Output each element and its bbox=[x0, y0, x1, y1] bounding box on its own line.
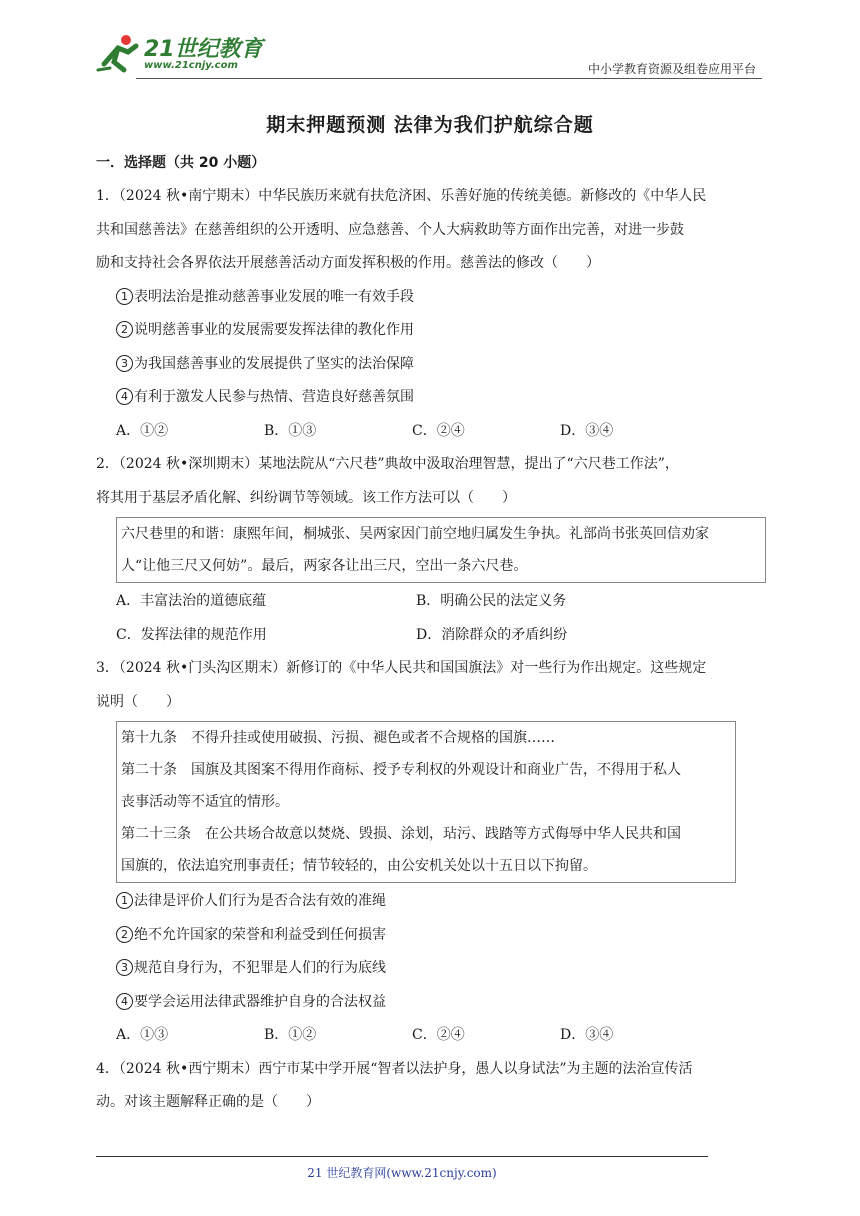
circled-number: 1 bbox=[116, 892, 133, 909]
logo bbox=[96, 30, 266, 78]
choice-b[interactable]: B．明确公民的法定义务 bbox=[416, 593, 567, 609]
circled-number: 1 bbox=[116, 288, 133, 305]
circled-number: 3 bbox=[116, 959, 133, 976]
logo-text: 21世纪教育 bbox=[144, 37, 263, 62]
header-divider bbox=[136, 78, 762, 79]
question-text-line: 共和国慈善法》在慈善组织的公开透明、应急慈善、个人大病救助等方面作出完善，对进一步鼓 bbox=[96, 221, 684, 238]
footer-divider bbox=[96, 1156, 708, 1157]
answer-choices bbox=[96, 585, 764, 619]
choice-c[interactable]: C．发挥法律的规范作用 bbox=[116, 626, 267, 643]
answer-choices bbox=[96, 415, 764, 449]
choice-c[interactable]: C．②④ bbox=[412, 1027, 465, 1043]
question-list bbox=[96, 180, 764, 1120]
material-line: 人“让他三尺又何妨”。最后，两家各让出三尺，空出一条六尺巷。 bbox=[121, 558, 528, 574]
circled-number: 3 bbox=[116, 355, 133, 372]
choice-d[interactable]: D．消除群众的矛盾纠纷 bbox=[416, 626, 568, 643]
question-text-line: 4．（2024 秋•西宁期末）西宁市某中学开展“智者以法护身，愚人以身试法”为主题的法治宣传活 bbox=[96, 1060, 693, 1077]
answer-choices bbox=[96, 1019, 764, 1053]
question-2 bbox=[96, 448, 764, 652]
material-box bbox=[116, 721, 736, 883]
question-3 bbox=[96, 652, 764, 1053]
material-line: 第十九条 不得升挂或使用破损、污损、褪色或者不合规格的国旗…… bbox=[121, 730, 555, 746]
choice-b[interactable]: B．①② bbox=[264, 1027, 317, 1043]
question-text-line: 励和支持社会各界依法开展慈善活动方面发挥积极的作用。慈善法的修改（ ） bbox=[96, 255, 600, 271]
question-text-line: 动。对该主题解释正确的是（ ） bbox=[96, 1094, 320, 1110]
material-line: 丧事活动等不适宜的情形。 bbox=[121, 794, 289, 810]
choice-a[interactable]: A．①③ bbox=[116, 1027, 169, 1043]
material-line: 第二十条 国旗及其图案不得用作商标、授予专利权的外观设计和商业广告，不得用于私人 bbox=[121, 762, 681, 778]
question-text-line: 2．（2024 秋•深圳期末）某地法院从“六尺巷”典故中汲取治理智慧，提出了“六尺巷工作法”， bbox=[96, 456, 679, 472]
material-line: 六尺巷里的和谐：康熙年间，桐城张、吴两家因门前空地归属发生争执。礼部尚书张英回信劝家 bbox=[121, 526, 709, 542]
choice-a[interactable]: A．丰富法治的道德底蕴 bbox=[116, 593, 267, 609]
answer-choices bbox=[96, 619, 764, 653]
statement-2: 2 说明慈善事业的发展需要发挥法律的教化作用 bbox=[96, 314, 764, 348]
section-heading: 一．选择题（共 20 小题） bbox=[96, 155, 266, 171]
choice-d[interactable]: D．③④ bbox=[560, 422, 614, 439]
platform-name: 中小学教育资源及组卷应用平台 bbox=[587, 62, 756, 76]
material-line: 第二十三条 在公共场合故意以焚烧、毁损、涂划，玷污、践踏等方式侮辱中华人民共和国 bbox=[121, 826, 681, 842]
page-title: 期末押题预测 法律为我们护航综合题 bbox=[266, 114, 594, 136]
question-1 bbox=[96, 180, 764, 448]
statement-4: 4 要学会运用法律武器维护自身的合法权益 bbox=[96, 986, 764, 1020]
logo-url: www.21cnjy.com bbox=[144, 60, 238, 71]
statement-1: 1 表明法治是推动慈善事业发展的唯一有效手段 bbox=[96, 281, 764, 315]
choice-d[interactable]: D．③④ bbox=[560, 1027, 614, 1043]
statement-4: 4 有利于激发人民参与热情、营造良好慈善氛围 bbox=[96, 381, 764, 415]
choice-b[interactable]: B．①③ bbox=[264, 422, 317, 439]
page-footer: 21 世纪教育网(www.21cnjy.com) bbox=[307, 1166, 497, 1180]
material-box bbox=[116, 517, 766, 583]
runner-logo-icon bbox=[96, 34, 142, 74]
statement-1: 1 法律是评价人们行为是否合法有效的准绳 bbox=[96, 885, 764, 919]
statement-3: 3 为我国慈善事业的发展提供了坚实的法治保障 bbox=[96, 348, 764, 382]
circled-number: 2 bbox=[116, 321, 133, 338]
circled-number: 2 bbox=[116, 926, 133, 943]
question-text-line: 说明（ ） bbox=[96, 693, 180, 710]
choice-a[interactable]: A．①② bbox=[116, 422, 169, 439]
question-text-line: 将其用于基层矛盾化解、纠纷调节等领域。该工作方法可以（ ） bbox=[96, 489, 516, 506]
choice-c[interactable]: C．②④ bbox=[412, 422, 465, 439]
statement-3: 3 规范自身行为，不犯罪是人们的行为底线 bbox=[96, 952, 764, 986]
question-text-line: 1．（2024 秋•南宁期末）中华民族历来就有扶危济困、乐善好施的传统美德。新修改的《中华人民 bbox=[96, 188, 707, 204]
statement-2: 2 绝不允许国家的荣誉和利益受到任何损害 bbox=[96, 919, 764, 953]
circled-number: 4 bbox=[116, 388, 133, 405]
circled-number: 4 bbox=[116, 993, 133, 1010]
question-text-line: 3．（2024 秋•门头沟区期末）新修订的《中华人民共和国国旗法》对一些行为作出规定。这些规定 bbox=[96, 660, 707, 676]
page-header bbox=[96, 30, 762, 80]
question-4 bbox=[96, 1053, 764, 1120]
material-line: 国旗的，依法追究刑事责任；情节较轻的，由公安机关处以十五日以下拘留。 bbox=[121, 858, 597, 874]
